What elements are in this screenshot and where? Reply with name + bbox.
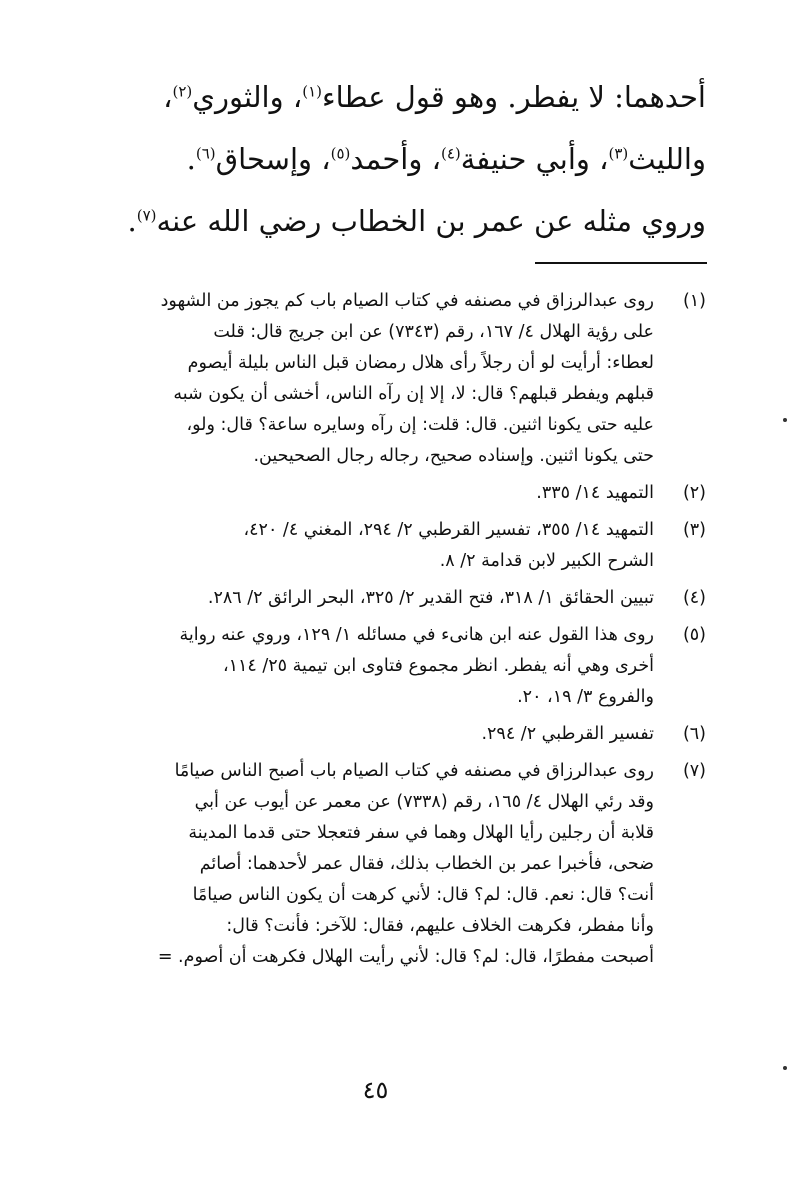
- footnote-number: (٦): [682, 724, 706, 744]
- footnote-text: [80, 515, 654, 577]
- footnote-text: [80, 620, 654, 713]
- footnote-number: (٧): [682, 761, 706, 781]
- footnote-line: أصبحت مفطرًا، قال: لم؟ قال: لأني رأيت الهلال فكرهت أن أصوم. =: [157, 947, 654, 967]
- footnote-line: روى عبدالرزاق في مصنفه في كتاب الصيام باب أصبح الناس صيامًا: [174, 761, 654, 781]
- footnote-number: (١): [682, 291, 706, 311]
- footnote-line: لعطاء: أرأيت لو أن رجلاً رأى هلال رمضان قبل الناس بليلة أيصوم: [187, 353, 654, 373]
- scan-speck: [783, 1066, 787, 1070]
- footnote-ref-4[interactable]: (٤): [440, 144, 461, 163]
- footnote-line: حتى يكونا اثنين. وإسناده صحيح، رجاله رجال الصحيحين.: [253, 446, 654, 466]
- footnote-ref-6[interactable]: (٦): [195, 144, 216, 163]
- footnote-line: على رؤية الهلال ٤/ ١٦٧، رقم (٧٣٤٣) عن ابن جريج قال: قلت: [213, 322, 654, 342]
- text-segment: .: [127, 204, 137, 238]
- footnote-text: [80, 583, 654, 614]
- text-segment: ، وأحمد: [350, 142, 441, 176]
- text-segment: ، وإسحاق: [215, 142, 331, 176]
- footnote-line: وقد رئي الهلال ٤/ ١٦٥، رقم (٧٣٣٨) عن معمر عن أيوب عن أبي: [194, 792, 654, 812]
- footnote-3: [80, 515, 706, 577]
- main-text-line-2: [66, 128, 706, 190]
- footnote-line: والفروع ٣/ ١٩، ٢٠.: [517, 687, 654, 707]
- footnote-line: الشرح الكبير لابن قدامة ٢/ ٨.: [439, 551, 654, 571]
- footnote-text: [80, 478, 654, 509]
- main-text-line-3: [66, 190, 706, 252]
- footnote-line: تبيين الحقائق ١/ ٣١٨، فتح القدير ٢/ ٣٢٥، البحر الرائق ٢/ ٢٨٦.: [207, 588, 654, 608]
- footnote-4: [80, 583, 706, 614]
- footnote-line: التمهيد ١٤/ ٣٣٥.: [536, 483, 654, 503]
- footnote-line: روى هذا القول عنه ابن هانىء في مسائله ١/ ١٢٩، وروي عنه رواية: [179, 625, 654, 645]
- scan-speck: [783, 418, 787, 422]
- text-segment: وروي مثله عن عمر بن الخطاب رضي الله عنه: [156, 204, 706, 238]
- footnote-2: [80, 478, 706, 509]
- text-segment: .: [186, 142, 196, 176]
- footnote-line: التمهيد ١٤/ ٣٥٥، تفسير القرطبي ٢/ ٢٩٤، المغني ٤/ ٤٢٠،: [243, 520, 654, 540]
- footnote-text: [80, 286, 654, 472]
- footnote-ref-2[interactable]: (٢): [172, 82, 193, 101]
- footnote-line: تفسير القرطبي ٢/ ٢٩٤.: [481, 724, 654, 744]
- footnote-line: أخرى وهي أنه يفطر. انظر مجموع فتاوى ابن تيمية ٢٥/ ١١٤،: [222, 656, 654, 676]
- footnote-7: [80, 756, 706, 973]
- text-segment: أحدهما: لا يفطر. وهو قول عطاء: [321, 80, 706, 114]
- footnote-5: [80, 620, 706, 713]
- text-segment: ، وأبي حنيفة: [460, 142, 609, 176]
- footnote-number: (٥): [682, 625, 706, 645]
- footnote-line: وأنا مفطر، فكرهت الخلاف عليهم، فقال: للآخر: فأنت؟ قال:: [226, 916, 654, 936]
- footnote-line: قلابة أن رجلين رأيا الهلال وهما في سفر فتعجلا حتى قدما المدينة: [188, 823, 654, 843]
- footnote-text: [80, 719, 654, 750]
- footnotes: [80, 286, 706, 973]
- main-text-line-1: [66, 66, 706, 128]
- footnote-number: (٤): [682, 588, 706, 608]
- page-number: ٤٥: [362, 1076, 389, 1104]
- footnote-line: أنت؟ قال: نعم. قال: لم؟ قال: لأني كرهت أن يكون الناس صيامًا: [192, 885, 654, 905]
- footnote-ref-7[interactable]: (٧): [136, 206, 157, 225]
- footnote-line: عليه حتى يكونا اثنين. قال: قلت: إن رآه وسايره ساعة؟ قال: ولو،: [186, 415, 654, 435]
- footnote-1: [80, 286, 706, 472]
- text-segment: ، والثوري: [192, 80, 303, 114]
- footnote-line: ضحى، فأخبرا عمر بن الخطاب بذلك، فقال عمر لأحدهما: أصائم: [199, 854, 654, 874]
- text-segment: والليث: [628, 142, 706, 176]
- footnote-6: [80, 719, 706, 750]
- text-segment: ،: [163, 80, 173, 114]
- footnote-text: [80, 756, 654, 973]
- footnote-line: روى عبدالرزاق في مصنفه في كتاب الصيام باب كم يجوز من الشهود: [160, 291, 654, 311]
- footnote-number: (٢): [682, 483, 706, 503]
- footnote-number: (٣): [682, 520, 706, 540]
- footnote-ref-1[interactable]: (١): [302, 82, 322, 101]
- footnote-separator: [535, 262, 707, 264]
- footnote-line: قبلهم ويفطر قبلهم؟ قال: لا، إلا إن رآه الناس، أخشى أن يكون شبه: [173, 384, 654, 404]
- main-text: [66, 66, 706, 252]
- footnote-ref-3[interactable]: (٣): [608, 144, 629, 163]
- footnote-ref-5[interactable]: (٥): [330, 144, 351, 163]
